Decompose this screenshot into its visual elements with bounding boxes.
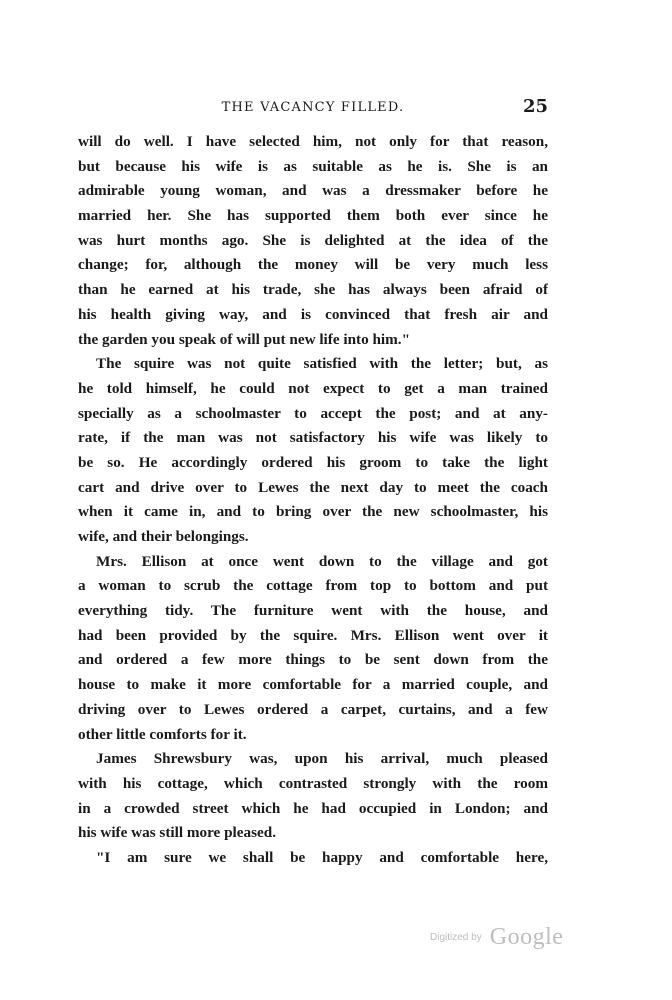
- text-line: the garden you speak of will put new life into him.": [78, 330, 411, 348]
- text-line: specially as a schoolmaster to accept the post; and at any-: [78, 404, 548, 422]
- text-line: had been provided by the squire. Mrs. Ellison went over it: [78, 626, 548, 644]
- google-logo: Google: [489, 924, 564, 950]
- text-line: everything tidy. The furniture went with the house, and: [78, 602, 548, 620]
- digitized-watermark: [430, 924, 563, 951]
- text-line: with his cottage, which contrasted strongly with the room: [78, 774, 548, 792]
- text-line: and ordered a few more things to be sent down from the: [78, 651, 548, 669]
- text-line: change; for, although the money will be very much less: [78, 256, 548, 274]
- text-line: a woman to scrub the cottage from top to bottom and put: [78, 577, 548, 595]
- text-line: was hurt months ago. She is delighted at the idea of the: [78, 231, 548, 249]
- page-header: [78, 96, 548, 124]
- watermark-prefix: Digitized by: [430, 932, 482, 943]
- text-line: cart and drive over to Lewes the next day to meet the coach: [78, 478, 548, 496]
- text-line: driving over to Lewes ordered a carpet, curtains, and a few: [78, 700, 548, 718]
- text-line: other little comforts for it.: [78, 725, 247, 743]
- running-title: THE VACANCY FILLED.: [221, 100, 405, 115]
- page-number: 25: [522, 96, 548, 117]
- text-line: than he earned at his trade, she has always been afraid of: [78, 281, 548, 299]
- text-line: but because his wife is as suitable as he is. She is an: [78, 157, 548, 175]
- paragraph-start-line: James Shrewsbury was, upon his arrival, much pleased: [96, 750, 548, 768]
- text-line: he told himself, he could not expect to get a man trained: [78, 379, 548, 397]
- text-line: admirable young woman, and was a dressmaker before he: [78, 182, 548, 200]
- paragraph-start-line: The squire was not quite satisfied with the letter; but, as: [96, 355, 548, 373]
- text-line: his health giving way, and is convinced that fresh air and: [78, 305, 548, 323]
- body-text: [78, 130, 548, 871]
- text-line: in a crowded street which he had occupied in London; and: [78, 799, 548, 817]
- text-line: married her. She has supported them both ever since he: [78, 207, 548, 225]
- text-line: his wife was still more pleased.: [78, 824, 276, 842]
- paragraph-start-line: "I am sure we shall be happy and comfortable here,: [96, 848, 548, 866]
- text-line: be so. He accordingly ordered his groom to take the light: [78, 453, 548, 471]
- text-line: rate, if the man was not satisfactory his wife was likely to: [78, 429, 548, 447]
- text-line: when it came in, and to bring over the new schoolmaster, his: [78, 503, 548, 521]
- text-line: house to make it more comfortable for a married couple, and: [78, 676, 548, 694]
- paragraph-start-line: Mrs. Ellison at once went down to the village and got: [96, 552, 548, 570]
- text-line: wife, and their belongings.: [78, 528, 249, 545]
- text-line: will do well. I have selected him, not only for that reason,: [78, 133, 548, 150]
